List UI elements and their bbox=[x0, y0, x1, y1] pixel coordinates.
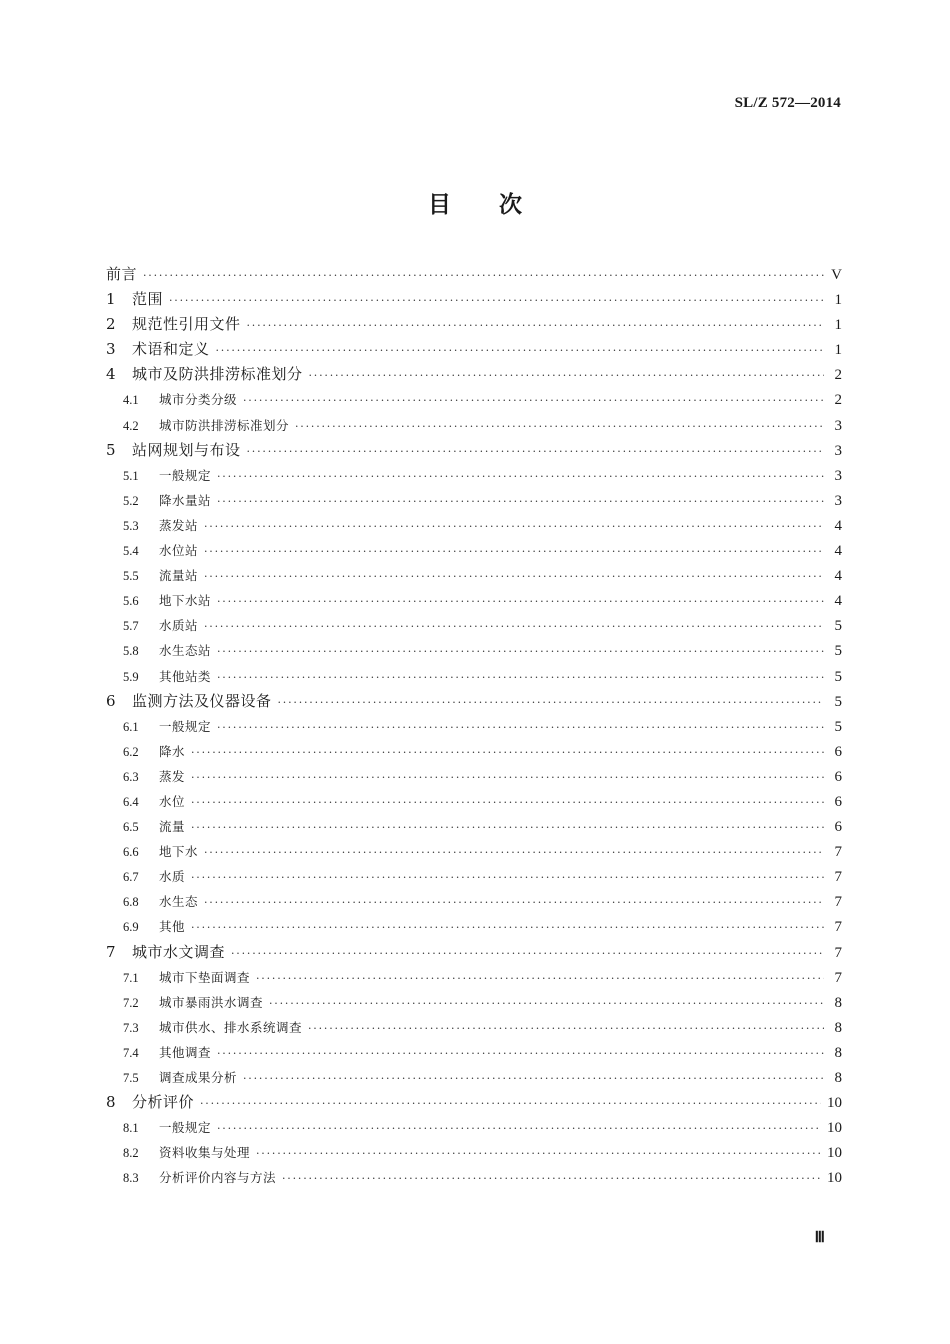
toc-dot-leader bbox=[204, 840, 824, 865]
toc-entry[interactable] bbox=[106, 1040, 842, 1065]
toc-entry-label: 监测方法及仪器设备 bbox=[132, 691, 272, 710]
toc-dot-leader bbox=[217, 589, 824, 614]
toc-entry-number: 5.2 bbox=[123, 493, 139, 508]
toc-dot-leader bbox=[217, 489, 824, 514]
toc-entry[interactable] bbox=[106, 1065, 842, 1090]
toc-dot-leader bbox=[217, 639, 824, 664]
toc-entry-page: 10 bbox=[827, 1170, 842, 1187]
toc-entry-page: 1 bbox=[834, 292, 842, 309]
toc-entry-label: 城市暴雨洪水调查 bbox=[159, 994, 264, 1010]
toc-entry-number: 4.1 bbox=[123, 393, 139, 408]
toc-entry-number: 5.9 bbox=[123, 669, 139, 684]
toc-entry-number: 6.5 bbox=[123, 820, 139, 835]
toc-entry-number: 6.3 bbox=[123, 769, 139, 784]
toc-entry-number: 5.7 bbox=[123, 619, 139, 634]
toc-entry-label: 站网规划与布设 bbox=[132, 440, 241, 459]
toc-entry-number: 5.5 bbox=[123, 569, 139, 584]
toc-entry-label: 一般规定 bbox=[159, 718, 212, 734]
toc-entry[interactable] bbox=[106, 839, 842, 864]
toc-entry[interactable] bbox=[106, 463, 842, 488]
toc-dot-leader bbox=[204, 539, 824, 564]
toc-dot-leader bbox=[309, 363, 824, 388]
toc-entry-number: 5 bbox=[106, 440, 116, 459]
toc-entry-page: 6 bbox=[834, 743, 842, 760]
toc-entry[interactable] bbox=[106, 1165, 842, 1190]
toc-entry-number: 6 bbox=[106, 691, 116, 710]
toc-entry-page: 8 bbox=[834, 1070, 842, 1086]
toc-dot-leader bbox=[217, 715, 824, 740]
toc-entry[interactable] bbox=[106, 1015, 842, 1040]
toc-entry-number: 5.1 bbox=[123, 468, 139, 483]
toc-entry-page: 2 bbox=[834, 392, 842, 409]
toc-entry[interactable] bbox=[106, 262, 842, 287]
toc-entry-page: 5 bbox=[834, 643, 842, 660]
toc-entry-label: 水位 bbox=[159, 793, 186, 809]
toc-entry-number: 1 bbox=[106, 290, 116, 309]
toc-entry[interactable] bbox=[106, 889, 842, 914]
toc-entry[interactable] bbox=[106, 588, 842, 613]
toc-dot-leader bbox=[204, 514, 824, 539]
toc-entry-page: 4 bbox=[834, 593, 842, 610]
toc-dot-leader bbox=[217, 1116, 821, 1141]
toc-entry-number: 7.2 bbox=[123, 995, 139, 1010]
toc-entry[interactable] bbox=[106, 312, 842, 337]
toc-entry-number: 2 bbox=[106, 315, 116, 334]
toc-entry[interactable] bbox=[106, 488, 842, 513]
toc-entry[interactable] bbox=[106, 1140, 842, 1165]
toc-entry-number: 7.3 bbox=[123, 1020, 139, 1035]
toc-dot-leader bbox=[143, 263, 824, 288]
toc-entry-label: 降水 bbox=[159, 743, 186, 759]
toc-entry-number: 4 bbox=[106, 365, 116, 384]
toc-dot-leader bbox=[231, 941, 824, 966]
toc-entry-page: 7 bbox=[834, 869, 842, 886]
toc-entry[interactable] bbox=[106, 664, 842, 689]
toc-entry-label: 流量站 bbox=[159, 568, 199, 584]
toc-entry-label: 城市水文调查 bbox=[132, 942, 226, 961]
toc-entry-label: 降水量站 bbox=[159, 492, 212, 508]
page-title: 目次 bbox=[428, 192, 570, 218]
toc-dot-leader bbox=[243, 388, 824, 413]
toc-entry[interactable] bbox=[106, 337, 842, 362]
toc-dot-leader bbox=[308, 1016, 824, 1041]
toc-entry[interactable] bbox=[106, 638, 842, 663]
toc-entry[interactable] bbox=[106, 1090, 842, 1115]
toc-entry-label: 分析评价内容与方法 bbox=[159, 1170, 277, 1186]
toc-entry[interactable] bbox=[106, 764, 842, 789]
toc-entry-page: 3 bbox=[834, 467, 842, 484]
toc-dot-leader bbox=[256, 1141, 821, 1166]
toc-entry-label: 水位站 bbox=[159, 543, 199, 559]
table-of-contents bbox=[106, 262, 842, 1190]
toc-entry-label: 一般规定 bbox=[159, 1120, 212, 1136]
toc-entry-page: 3 bbox=[834, 492, 842, 509]
toc-entry[interactable] bbox=[106, 538, 842, 563]
toc-entry-page: 8 bbox=[834, 1044, 842, 1061]
toc-entry[interactable] bbox=[106, 438, 842, 463]
toc-dot-leader bbox=[191, 915, 824, 940]
toc-entry[interactable] bbox=[106, 940, 842, 965]
toc-dot-leader bbox=[247, 439, 824, 464]
toc-dot-leader bbox=[191, 790, 824, 815]
toc-entry[interactable] bbox=[106, 387, 842, 412]
toc-entry-page: 5 bbox=[834, 668, 842, 685]
toc-entry-number: 6.8 bbox=[123, 895, 139, 910]
toc-entry[interactable] bbox=[106, 739, 842, 764]
toc-entry-number: 7.4 bbox=[123, 1045, 139, 1060]
toc-entry-label: 规范性引用文件 bbox=[132, 315, 241, 334]
toc-entry-page: 6 bbox=[834, 819, 842, 836]
toc-entry-label: 调查成果分析 bbox=[159, 1070, 238, 1085]
toc-entry-number: 6.6 bbox=[123, 845, 139, 860]
toc-dot-leader bbox=[247, 313, 824, 338]
toc-entry[interactable] bbox=[106, 513, 842, 538]
toc-dot-leader bbox=[282, 1166, 821, 1191]
toc-entry-label: 蒸发站 bbox=[159, 517, 199, 533]
toc-entry-number: 5.4 bbox=[123, 544, 139, 559]
toc-entry-label: 前言 bbox=[106, 265, 138, 283]
toc-dot-leader bbox=[243, 1066, 824, 1091]
toc-entry-page: 5 bbox=[834, 718, 842, 735]
toc-entry-label: 城市及防洪排涝标准划分 bbox=[132, 365, 303, 384]
toc-entry-page: V bbox=[831, 267, 842, 283]
toc-entry-page: 8 bbox=[834, 994, 842, 1011]
toc-entry-label: 城市供水、排水系统调查 bbox=[159, 1019, 303, 1035]
toc-dot-leader bbox=[169, 288, 824, 313]
toc-entry-label: 一般规定 bbox=[159, 467, 212, 483]
toc-entry[interactable] bbox=[106, 613, 842, 638]
toc-entry-page: 6 bbox=[834, 793, 842, 810]
toc-dot-leader bbox=[191, 765, 824, 790]
toc-entry[interactable] bbox=[106, 965, 842, 990]
toc-dot-leader bbox=[256, 966, 824, 991]
toc-dot-leader bbox=[278, 690, 824, 715]
toc-entry-page: 4 bbox=[834, 568, 842, 585]
toc-entry-page: 7 bbox=[834, 944, 842, 961]
toc-dot-leader bbox=[217, 665, 824, 690]
toc-entry-number: 8.1 bbox=[123, 1121, 139, 1136]
toc-entry[interactable] bbox=[106, 814, 842, 839]
toc-entry-number: 5.3 bbox=[123, 518, 139, 533]
toc-entry-number: 3 bbox=[106, 340, 116, 359]
toc-entry-number: 5.8 bbox=[123, 644, 139, 659]
toc-entry-label: 地下水 bbox=[159, 844, 199, 860]
footer-page-number: Ⅲ bbox=[814, 1230, 825, 1246]
toc-entry-number: 6.7 bbox=[123, 870, 139, 885]
toc-entry-page: 6 bbox=[834, 768, 842, 785]
toc-entry[interactable] bbox=[106, 914, 842, 939]
toc-entry[interactable] bbox=[106, 789, 842, 814]
toc-entry-label: 术语和定义 bbox=[132, 340, 210, 359]
toc-entry-number: 4.2 bbox=[123, 418, 139, 433]
toc-entry-label: 资料收集与处理 bbox=[159, 1145, 251, 1161]
toc-entry-number: 7.1 bbox=[123, 970, 139, 985]
toc-entry-label: 其他调查 bbox=[159, 1044, 212, 1060]
toc-entry-label: 水质 bbox=[159, 869, 186, 885]
toc-entry-page: 7 bbox=[834, 844, 842, 861]
toc-entry[interactable] bbox=[106, 413, 842, 438]
toc-entry-number: 8 bbox=[106, 1093, 116, 1112]
toc-entry-label: 地下水站 bbox=[159, 593, 212, 609]
toc-entry-page: 1 bbox=[834, 317, 842, 334]
standard-code: SL/Z 572—2014 bbox=[734, 95, 841, 111]
toc-entry-page: 7 bbox=[834, 969, 842, 986]
toc-entry[interactable] bbox=[106, 563, 842, 588]
toc-dot-leader bbox=[217, 1041, 824, 1066]
toc-entry-number: 8.3 bbox=[123, 1171, 139, 1186]
toc-entry[interactable] bbox=[106, 287, 842, 312]
toc-entry-label: 分析评价 bbox=[132, 1093, 195, 1112]
toc-entry-label: 其他站类 bbox=[159, 668, 212, 684]
toc-entry[interactable] bbox=[106, 689, 842, 714]
toc-entry-page: 4 bbox=[834, 517, 842, 534]
toc-entry-page: 3 bbox=[834, 442, 842, 459]
toc-entry[interactable] bbox=[106, 362, 842, 387]
toc-entry-number: 6.2 bbox=[123, 744, 139, 759]
toc-entry-label: 城市下垫面调查 bbox=[159, 969, 251, 985]
toc-dot-leader bbox=[191, 815, 824, 840]
toc-entry-label: 水质站 bbox=[159, 618, 199, 634]
toc-entry-page: 1 bbox=[834, 342, 842, 359]
toc-dot-leader bbox=[191, 865, 824, 890]
toc-entry-page: 3 bbox=[834, 417, 842, 434]
toc-dot-leader bbox=[191, 740, 824, 765]
toc-entry-page: 10 bbox=[827, 1095, 842, 1112]
toc-entry-label: 其他 bbox=[159, 919, 186, 935]
toc-dot-leader bbox=[295, 414, 824, 439]
toc-entry-page: 7 bbox=[834, 894, 842, 911]
toc-entry-number: 6.9 bbox=[123, 920, 139, 935]
toc-entry-label: 城市分类分级 bbox=[159, 392, 238, 408]
toc-entry-page: 4 bbox=[834, 543, 842, 560]
toc-entry-number: 5.6 bbox=[123, 594, 139, 609]
toc-dot-leader bbox=[217, 464, 824, 489]
toc-entry-label: 水生态站 bbox=[159, 643, 212, 659]
toc-entry-page: 5 bbox=[834, 618, 842, 635]
toc-entry[interactable] bbox=[106, 990, 842, 1015]
toc-dot-leader bbox=[200, 1091, 821, 1116]
toc-entry-label: 范围 bbox=[132, 290, 164, 309]
toc-entry-page: 5 bbox=[834, 693, 842, 710]
toc-entry-page: 2 bbox=[834, 367, 842, 384]
toc-dot-leader bbox=[204, 564, 824, 589]
toc-entry-number: 7.5 bbox=[123, 1071, 139, 1085]
toc-entry-label: 蒸发 bbox=[159, 768, 186, 784]
toc-dot-leader bbox=[269, 991, 824, 1016]
toc-entry[interactable] bbox=[106, 1115, 842, 1140]
toc-entry-label: 流量 bbox=[159, 819, 186, 835]
toc-dot-leader bbox=[204, 614, 824, 639]
toc-entry-page: 7 bbox=[834, 919, 842, 936]
toc-entry-number: 7 bbox=[106, 942, 116, 961]
toc-entry-page: 10 bbox=[827, 1145, 842, 1162]
toc-entry[interactable] bbox=[106, 714, 842, 739]
toc-entry-label: 城市防洪排涝标准划分 bbox=[159, 417, 290, 433]
toc-entry-page: 8 bbox=[834, 1019, 842, 1036]
toc-dot-leader bbox=[216, 338, 824, 363]
toc-entry-label: 水生态 bbox=[159, 894, 199, 910]
toc-entry-number: 8.2 bbox=[123, 1146, 139, 1161]
toc-entry[interactable] bbox=[106, 864, 842, 889]
toc-dot-leader bbox=[204, 890, 824, 915]
toc-entry-page: 10 bbox=[827, 1120, 842, 1137]
toc-entry-number: 6.4 bbox=[123, 794, 139, 809]
toc-entry-number: 6.1 bbox=[123, 719, 139, 734]
